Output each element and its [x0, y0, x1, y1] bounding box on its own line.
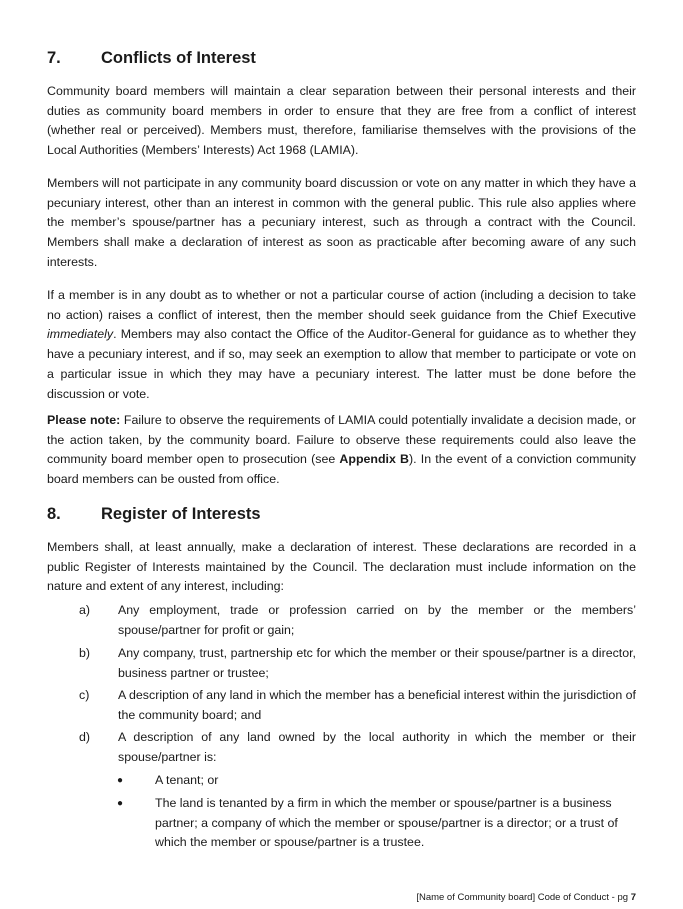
- paragraph-3-text-a: If a member is in any doubt as to whether or not a particular course of action (including a decision to take no action) raises a conflict of interest, then the member should seek guidance from the Chief Executive: [47, 288, 636, 322]
- page-number: 7: [630, 892, 636, 903]
- list-item-b: [79, 644, 636, 683]
- section-8-number: 8.: [47, 505, 61, 523]
- please-note-paragraph: [47, 411, 636, 490]
- list-item-a: [79, 601, 636, 640]
- please-note-text-a: Failure to observe the requirements of LAMIA could potentially invalidate a decision made, or the action taken, by the community board. Failure to observe these requirements could also leave the community board member open to prosecution (see: [47, 413, 636, 467]
- list-item-text: Any employment, trade or profession carried on by the member or the members’ spouse/partner for profit or gain;: [118, 603, 636, 637]
- list-item-c: [79, 686, 636, 725]
- bullet-text: The land is tenanted by a firm in which the member or spouse/partner is a business partner; a company of which the member or spouse/partner is a director; or a trust of which the member or spouse/partner is a trustee.: [155, 796, 618, 850]
- section-7-heading: [47, 49, 256, 68]
- paragraph-3-italic: immediately: [47, 327, 114, 342]
- list-item-text: A description of any land owned by the local authority in which the member or their spouse/partner is:: [118, 730, 636, 764]
- appendix-b-reference: Appendix B: [339, 452, 410, 467]
- list-item-text: Any company, trust, partnership etc for which the member or their spouse/partner is a director, business partner or trustee;: [118, 646, 636, 680]
- section-7-paragraph-1: Community board members will maintain a clear separation between their personal interests and their duties as community board members in order to ensure that they are free from a conflict of interest (whether real or perceived). Members must, therefore, familiarise themselves with the provisions of the Local Authorities (Members’ Interests) Act 1968 (LAMIA).: [47, 84, 636, 158]
- paragraph-3-text-b: . Members may also contact the Office of the Auditor-General for guidance as to whether they have a pecuniary interest, and if so, may seek an exemption to allow that member to participate or vote on a particular issue in which they may have a pecuniary interest. The latter must be done before the discussion or vote.: [47, 327, 636, 401]
- section-8-heading: [47, 505, 261, 524]
- section-7-paragraph-2: Members will not participate in any community board discussion or vote on any matter in which they have a pecuniary interest, other than an interest in common with the general public. This rule also applies where the member’s spouse/partner has a pecuniary interest, such as through a contract with the Council. Members shall make a declaration of interest as soon as practicable after becoming aware of any such interests.: [47, 176, 636, 269]
- footer-text: [Name of Community board] Code of Conduct - pg: [416, 892, 631, 903]
- section-7-number: 7.: [47, 49, 61, 67]
- page-footer: [416, 892, 636, 903]
- bullet-icon: ●: [117, 798, 124, 809]
- list-item-d: [79, 728, 636, 767]
- bullet-item-2: [117, 794, 636, 853]
- section-7-paragraph-3: [47, 286, 636, 404]
- bullet-icon: ●: [117, 775, 124, 786]
- list-item-label: d): [79, 730, 91, 744]
- list-item-label: c): [79, 688, 90, 702]
- please-note-label: Please note:: [47, 413, 121, 427]
- list-item-text: A description of any land in which the member has a beneficial interest within the jurisdiction of the community board; and: [118, 688, 636, 722]
- section-7-title: Conflicts of Interest: [101, 49, 256, 67]
- section-8-title: Register of Interests: [101, 505, 261, 523]
- section-8-intro: Members shall, at least annually, make a declaration of interest. These declarations are recorded in a public Register of Interests maintained by the Council. The declaration must include information on the nature and extent of any interest, including:: [47, 540, 636, 594]
- please-note-text-b: ). In the event of a conviction community board members can be ousted from office.: [47, 452, 636, 487]
- list-item-label: a): [79, 603, 91, 617]
- list-item-label: b): [79, 646, 91, 660]
- bullet-text: A tenant; or: [155, 773, 219, 787]
- bullet-item-1: [117, 771, 636, 791]
